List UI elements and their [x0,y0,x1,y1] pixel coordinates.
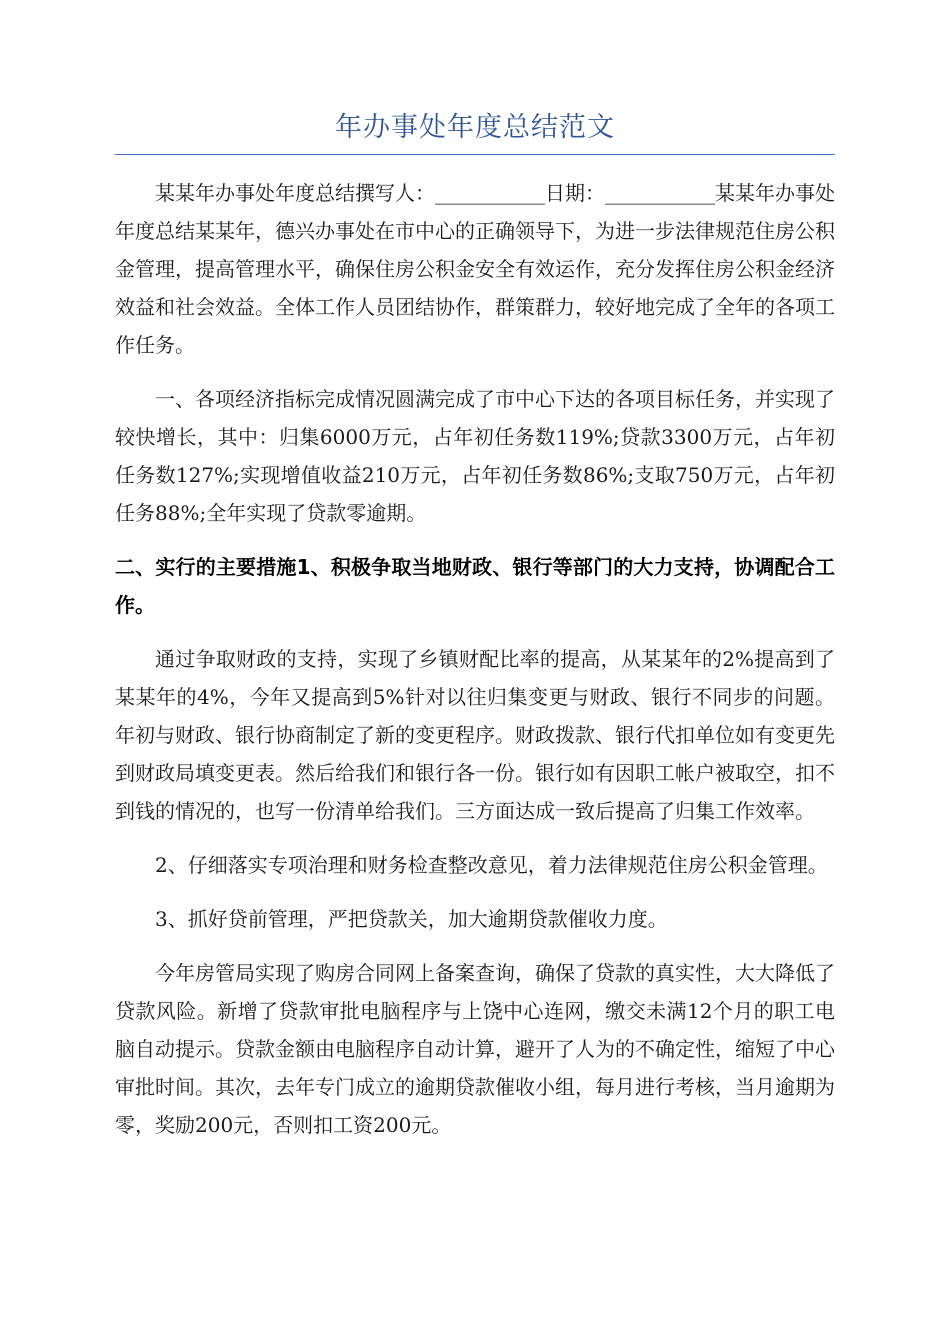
paragraph-economic-indicators: 一、各项经济指标完成情况圆满完成了市中心下达的各项目标任务，并实现了较快增长，其中：归集6000万元，占年初任务数119%;贷款3300万元，占年初任务数127%;实现增值收益210万元，占年初任务数86%;支取750万元，占年初任务88%;全年实现了贷款零逾期。 [115,387,835,525]
paragraph-finance-support: 通过争取财政的支持，实现了乡镇财配比率的提高，从某某年的2%提高到了某某年的4%，今年又提高到5%针对以往归集变更与财政、银行不同步的问题。年初与财政、银行协商制定了新的变更程序。财政拨款、银行代扣单位如有变更先到财政局填变更表。然后给我们和银行各一份。银行如有因职工帐户被取空，扣不到钱的情况的，也写一份清单给我们。三方面达成一致后提高了归集工作效率。 [115,647,835,823]
paragraph-rectification: 2、仔细落实专项治理和财务检查整改意见，着力法律规范住房公积金管理。 [155,853,828,877]
section-heading-main-measures: 二、实行的主要措施1、积极争取当地财政、银行等部门的大力支持，协调配合工作。 [115,555,835,617]
document-body [115,174,835,1160]
document-title: 年办事处年度总结范文 [335,112,615,143]
paragraph-loan-management: 3、抓好贷前管理，严把贷款关，加大逾期贷款催收力度。 [155,907,668,931]
title-underline [115,154,835,155]
paragraph-housing-bureau: 今年房管局实现了购房合同网上备案查询，确保了贷款的真实性，大大降低了贷款风险。新增了贷款审批电脑程序与上饶中心连网，缴交未满12个月的职工电脑自动提示。贷款金额由电脑程序自动计算，避开了人为的不确定性，缩短了中心审批时间。其次，去年专门成立的逾期贷款催收小组，每月进行考核，当月逾期为零，奖励200元，否则扣工资200元。 [115,961,835,1137]
paragraph-intro: 某某年办事处年度总结撰写人：___________日期：___________某某年办事处年度总结某某年，德兴办事处在市中心的正确领导下，为进一步法律规范住房公积金管理，提高管理水平，确保住房公积金安全有效运作，充分发挥住房公积金经济效益和社会效益。全体工作人员团结协作，群策群力，较好地完成了全年的各项工作任务。 [115,181,835,357]
